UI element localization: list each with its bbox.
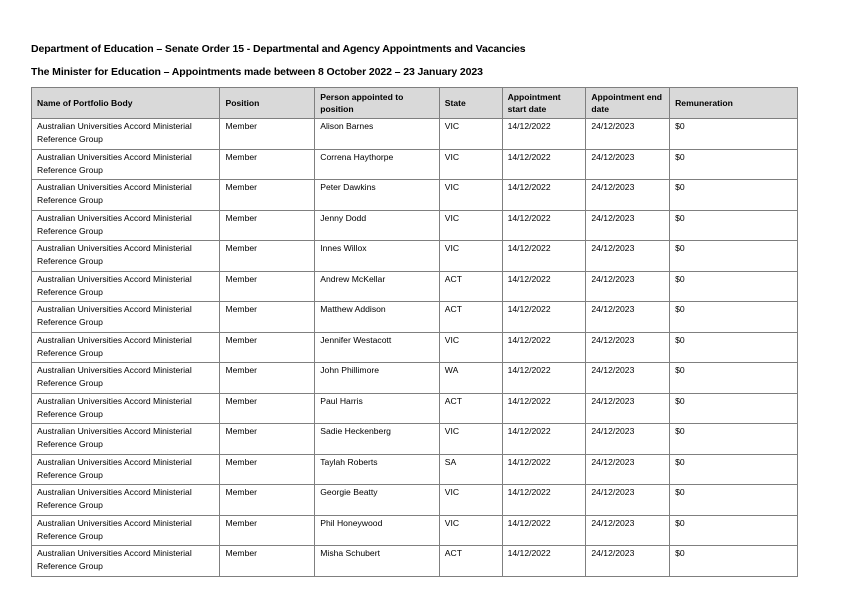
cell-person: Misha Schubert	[315, 546, 440, 577]
cell-position: Member	[220, 515, 315, 546]
cell-position: Member	[220, 210, 315, 241]
cell-position: Member	[220, 424, 315, 455]
table-row	[32, 454, 798, 485]
table-row	[32, 241, 798, 272]
cell-state: ACT	[439, 546, 502, 577]
cell-state: VIC	[439, 485, 502, 516]
cell-end-date: 24/12/2023	[586, 119, 670, 150]
cell-state: VIC	[439, 119, 502, 150]
table-row	[32, 332, 798, 363]
cell-person: Matthew Addison	[315, 302, 440, 333]
cell-person: Paul Harris	[315, 393, 440, 424]
cell-portfolio-body: Australian Universities Accord Ministerial Reference Group	[32, 546, 220, 577]
table-body	[32, 119, 798, 577]
cell-portfolio-body: Australian Universities Accord Ministerial Reference Group	[32, 180, 220, 211]
cell-state: ACT	[439, 271, 502, 302]
cell-position: Member	[220, 454, 315, 485]
cell-state: ACT	[439, 302, 502, 333]
table-header	[32, 88, 798, 119]
cell-remuneration: $0	[670, 180, 798, 211]
cell-portfolio-body: Australian Universities Accord Ministerial Reference Group	[32, 149, 220, 180]
header-row	[32, 88, 798, 119]
cell-end-date: 24/12/2023	[586, 393, 670, 424]
header-start-date: Appointment start date	[502, 88, 586, 119]
header-portfolio-body: Name of Portfolio Body	[32, 88, 220, 119]
cell-remuneration: $0	[670, 241, 798, 272]
cell-portfolio-body: Australian Universities Accord Ministerial Reference Group	[32, 210, 220, 241]
cell-remuneration: $0	[670, 149, 798, 180]
table-row	[32, 180, 798, 211]
cell-person: John Phillimore	[315, 363, 440, 394]
table-row	[32, 424, 798, 455]
cell-end-date: 24/12/2023	[586, 149, 670, 180]
cell-start-date: 14/12/2022	[502, 149, 586, 180]
cell-start-date: 14/12/2022	[502, 454, 586, 485]
cell-person: Peter Dawkins	[315, 180, 440, 211]
table-row	[32, 515, 798, 546]
cell-position: Member	[220, 271, 315, 302]
cell-start-date: 14/12/2022	[502, 210, 586, 241]
cell-state: ACT	[439, 393, 502, 424]
cell-end-date: 24/12/2023	[586, 424, 670, 455]
header-state: State	[439, 88, 502, 119]
cell-person: Georgie Beatty	[315, 485, 440, 516]
header-remuneration: Remuneration	[670, 88, 798, 119]
cell-start-date: 14/12/2022	[502, 363, 586, 394]
cell-start-date: 14/12/2022	[502, 332, 586, 363]
cell-end-date: 24/12/2023	[586, 332, 670, 363]
cell-start-date: 14/12/2022	[502, 119, 586, 150]
cell-state: VIC	[439, 241, 502, 272]
cell-position: Member	[220, 241, 315, 272]
cell-start-date: 14/12/2022	[502, 302, 586, 333]
appointments-table	[31, 87, 798, 577]
cell-end-date: 24/12/2023	[586, 546, 670, 577]
table-row	[32, 271, 798, 302]
document-title: Department of Education – Senate Order 15 - Departmental and Agency Appointments and Vacancies	[31, 43, 526, 55]
cell-state: VIC	[439, 149, 502, 180]
cell-remuneration: $0	[670, 393, 798, 424]
cell-remuneration: $0	[670, 546, 798, 577]
cell-remuneration: $0	[670, 515, 798, 546]
table-row	[32, 210, 798, 241]
cell-portfolio-body: Australian Universities Accord Ministerial Reference Group	[32, 332, 220, 363]
cell-end-date: 24/12/2023	[586, 302, 670, 333]
cell-end-date: 24/12/2023	[586, 363, 670, 394]
cell-end-date: 24/12/2023	[586, 210, 670, 241]
cell-position: Member	[220, 393, 315, 424]
cell-position: Member	[220, 302, 315, 333]
table-row	[32, 149, 798, 180]
cell-start-date: 14/12/2022	[502, 546, 586, 577]
cell-start-date: 14/12/2022	[502, 393, 586, 424]
header-position: Position	[220, 88, 315, 119]
cell-end-date: 24/12/2023	[586, 180, 670, 211]
cell-remuneration: $0	[670, 302, 798, 333]
cell-portfolio-body: Australian Universities Accord Ministerial Reference Group	[32, 424, 220, 455]
cell-person: Taylah Roberts	[315, 454, 440, 485]
table-row	[32, 119, 798, 150]
cell-remuneration: $0	[670, 485, 798, 516]
cell-end-date: 24/12/2023	[586, 271, 670, 302]
cell-portfolio-body: Australian Universities Accord Ministerial Reference Group	[32, 271, 220, 302]
cell-state: VIC	[439, 210, 502, 241]
cell-start-date: 14/12/2022	[502, 485, 586, 516]
cell-end-date: 24/12/2023	[586, 241, 670, 272]
cell-portfolio-body: Australian Universities Accord Ministerial Reference Group	[32, 393, 220, 424]
cell-position: Member	[220, 363, 315, 394]
cell-position: Member	[220, 119, 315, 150]
cell-position: Member	[220, 149, 315, 180]
cell-person: Jenny Dodd	[315, 210, 440, 241]
table-row	[32, 485, 798, 516]
cell-remuneration: $0	[670, 424, 798, 455]
cell-portfolio-body: Australian Universities Accord Ministerial Reference Group	[32, 454, 220, 485]
table-row	[32, 546, 798, 577]
cell-remuneration: $0	[670, 454, 798, 485]
cell-start-date: 14/12/2022	[502, 180, 586, 211]
cell-person: Andrew McKellar	[315, 271, 440, 302]
table-row	[32, 302, 798, 333]
cell-portfolio-body: Australian Universities Accord Ministerial Reference Group	[32, 485, 220, 516]
table-row	[32, 393, 798, 424]
cell-end-date: 24/12/2023	[586, 454, 670, 485]
cell-state: VIC	[439, 515, 502, 546]
cell-portfolio-body: Australian Universities Accord Ministerial Reference Group	[32, 119, 220, 150]
header-person: Person appointed to position	[315, 88, 440, 119]
header-end-date: Appointment end date	[586, 88, 670, 119]
cell-position: Member	[220, 546, 315, 577]
cell-position: Member	[220, 485, 315, 516]
cell-person: Alison Barnes	[315, 119, 440, 150]
cell-person: Innes Willox	[315, 241, 440, 272]
cell-position: Member	[220, 180, 315, 211]
cell-person: Jennifer Westacott	[315, 332, 440, 363]
cell-portfolio-body: Australian Universities Accord Ministerial Reference Group	[32, 515, 220, 546]
document-subtitle: The Minister for Education – Appointments made between 8 October 2022 – 23 January 2023	[31, 66, 483, 78]
cell-person: Correna Haythorpe	[315, 149, 440, 180]
cell-state: VIC	[439, 332, 502, 363]
cell-portfolio-body: Australian Universities Accord Ministerial Reference Group	[32, 363, 220, 394]
cell-person: Sadie Heckenberg	[315, 424, 440, 455]
cell-person: Phil Honeywood	[315, 515, 440, 546]
cell-remuneration: $0	[670, 363, 798, 394]
cell-position: Member	[220, 332, 315, 363]
cell-start-date: 14/12/2022	[502, 271, 586, 302]
table-row	[32, 363, 798, 394]
cell-remuneration: $0	[670, 210, 798, 241]
cell-remuneration: $0	[670, 271, 798, 302]
cell-state: SA	[439, 454, 502, 485]
cell-portfolio-body: Australian Universities Accord Ministerial Reference Group	[32, 241, 220, 272]
cell-remuneration: $0	[670, 119, 798, 150]
cell-start-date: 14/12/2022	[502, 424, 586, 455]
cell-remuneration: $0	[670, 332, 798, 363]
cell-state: VIC	[439, 180, 502, 211]
cell-portfolio-body: Australian Universities Accord Ministerial Reference Group	[32, 302, 220, 333]
cell-start-date: 14/12/2022	[502, 241, 586, 272]
cell-end-date: 24/12/2023	[586, 485, 670, 516]
cell-end-date: 24/12/2023	[586, 515, 670, 546]
cell-state: WA	[439, 363, 502, 394]
cell-state: VIC	[439, 424, 502, 455]
cell-start-date: 14/12/2022	[502, 515, 586, 546]
